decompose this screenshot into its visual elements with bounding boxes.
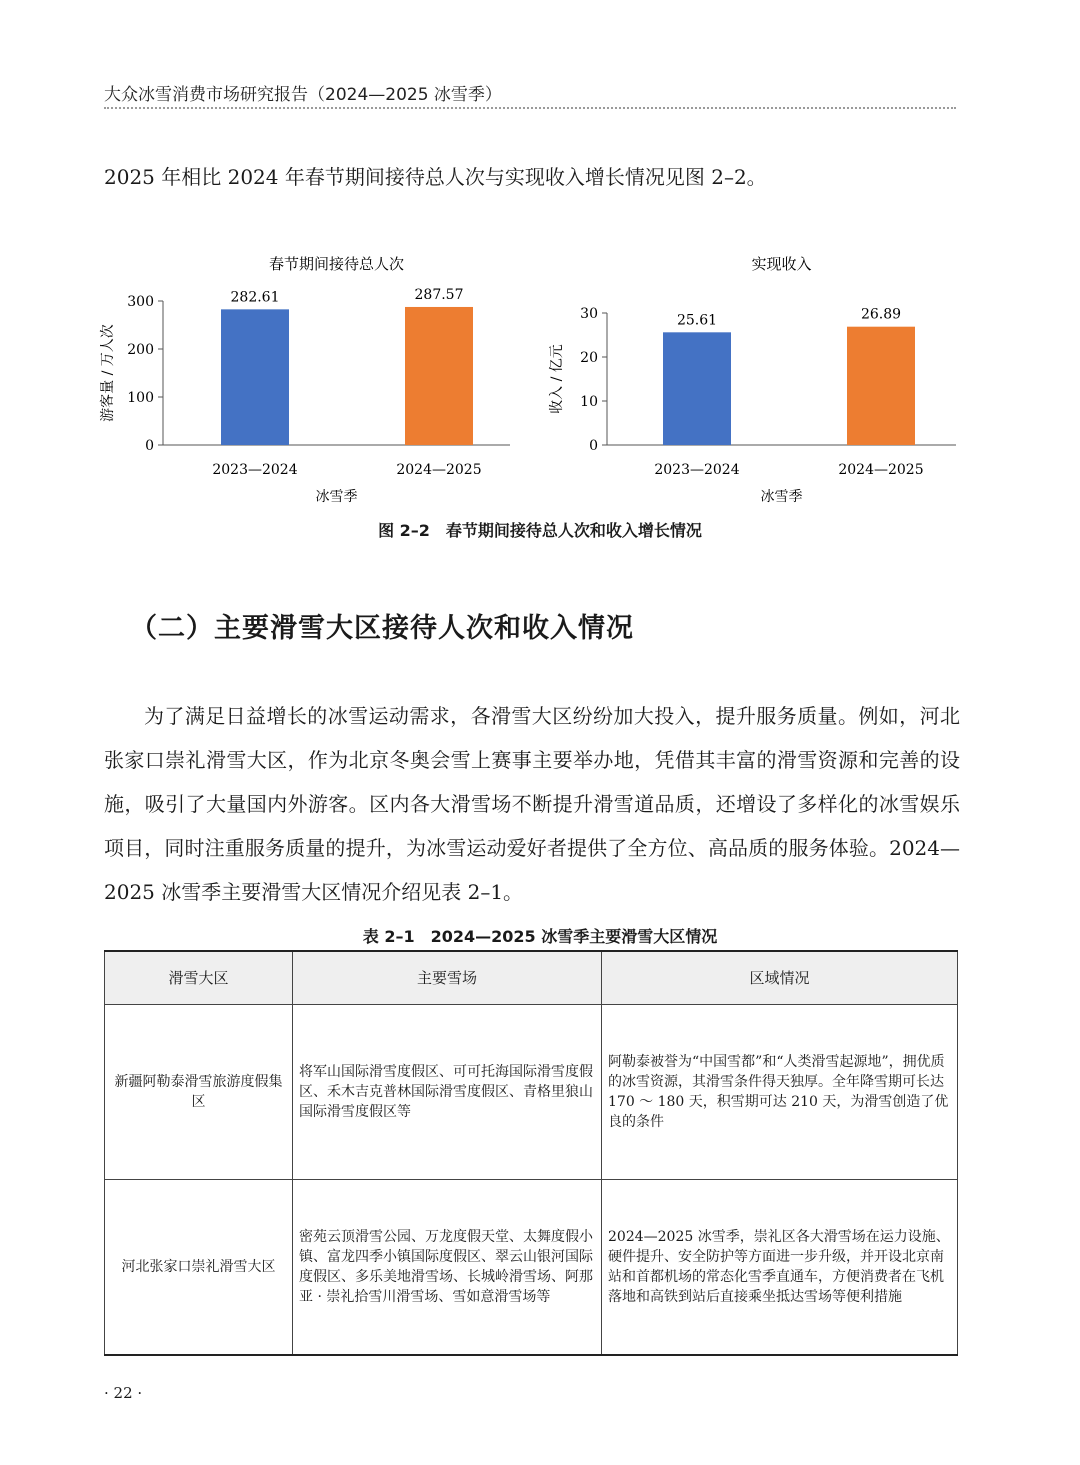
y-tick-label: 0 [145,438,154,454]
running-header: 大众冰雪消费市场研究报告（2024—2025 冰雪季） [104,85,502,105]
table-row [105,1180,958,1355]
table-header-situation: 区域情况 [602,951,958,1005]
bar-value-label: 282.61 [230,289,280,306]
table-cell-resorts: 将军山国际滑雪度假区、可可托海国际滑雪度假区、禾木吉克普林国际滑雪度假区、青格里狼山国际滑雪度假区等 [293,1005,602,1180]
x-tick-label: 2023—2024 [654,462,740,478]
x-axis-label: 冰雪季 [760,489,803,505]
table-header-region: 滑雪大区 [105,951,293,1005]
bar-value-label: 25.61 [676,312,718,329]
y-tick-label: 30 [580,306,598,322]
y-axis-label: 游客量 / 万人次 [100,324,116,422]
page-number: · 22 · [104,1384,143,1402]
x-axis-label: 冰雪季 [315,489,358,505]
y-tick-label: 0 [589,438,598,454]
table-cell-resorts: 密苑云顶滑雪公园、万龙度假天堂、太舞度假小镇、富龙四季小镇国际度假区、翠云山银河国际度假区、多乐美地滑雪场、长城岭滑雪场、阿那亚 · 崇礼拾雪川滑雪场、雪如意滑雪场等 [293,1180,602,1355]
bar-value-label: 26.89 [860,306,902,323]
chart-title: 春节期间接待总人次 [268,255,405,273]
table-row [105,1005,958,1180]
bar [405,307,473,445]
bar [847,327,915,445]
x-tick-label: 2024—2025 [838,462,924,478]
intro-text: 2025 年相比 2024 年春节期间接待总人次与实现收入增长情况见图 2–2。 [104,165,767,189]
y-tick-label: 200 [127,342,154,358]
bar-value-label: 287.57 [414,286,464,303]
x-tick-label: 2024—2025 [396,462,482,478]
table-header-resorts: 主要雪场 [293,951,602,1005]
table-cell-situation: 阿勒泰被誉为“中国雪都”和“人类滑雪起源地”，拥优质的冰雪资源，其滑雪条件得天独厚。全年降雪期可长达 170 ～ 180 天，积雪期可达 210 天，为滑雪创造了优良的条件 [602,1005,958,1180]
y-tick-label: 100 [127,390,154,406]
y-tick-label: 20 [580,350,598,366]
chart-title: 实现收入 [751,255,812,273]
figure-caption: 图 2–2 春节期间接待总人次和收入增长情况 [378,521,702,540]
x-tick-label: 2023—2024 [212,462,298,478]
table-header-row [105,951,958,1005]
y-axis-label: 收入 / 亿元 [549,344,565,414]
body-paragraph: 为了满足日益增长的冰雪运动需求，各滑雪大区纷纷加大投入，提升服务质量。例如，河北张家口崇礼滑雪大区，作为北京冬奥会雪上赛事主要举办地，凭借其丰富的滑雪资源和完善的设施，吸引了大量国内外游客。区内各大滑雪场不断提升滑雪道品质，还增设了多样化的冰雪娱乐项目，同时注重服务质量的提升，为冰雪运动爱好者提供了全方位、高品质的服务体验。2024—2025 冰雪季主要滑雪大区情况介绍见表 2–1。 [104,704,960,904]
y-tick-label: 10 [580,394,598,410]
table-cell-region: 河北张家口崇礼滑雪大区 [105,1180,293,1355]
figure-2-2-charts [0,0,1080,520]
table-cell-situation: 2024—2025 冰雪季，崇礼区各大滑雪场在运力设施、硬件提升、安全防护等方面进一步升级，并开设北京南站和首都机场的常态化雪季直通车，方便消费者在飞机落地和高铁到站后直接乘坐抵达雪场等便利措施 [602,1180,958,1355]
y-tick-label: 300 [127,294,154,310]
bar [663,332,731,445]
section-heading: （二）主要滑雪大区接待人次和收入情况 [130,613,634,644]
bar [221,309,289,445]
table-title: 表 2–1 2024—2025 冰雪季主要滑雪大区情况 [362,927,718,946]
ski-region-table [104,950,958,1356]
table-cell-region: 新疆阿勒泰滑雪旅游度假集区 [105,1005,293,1180]
